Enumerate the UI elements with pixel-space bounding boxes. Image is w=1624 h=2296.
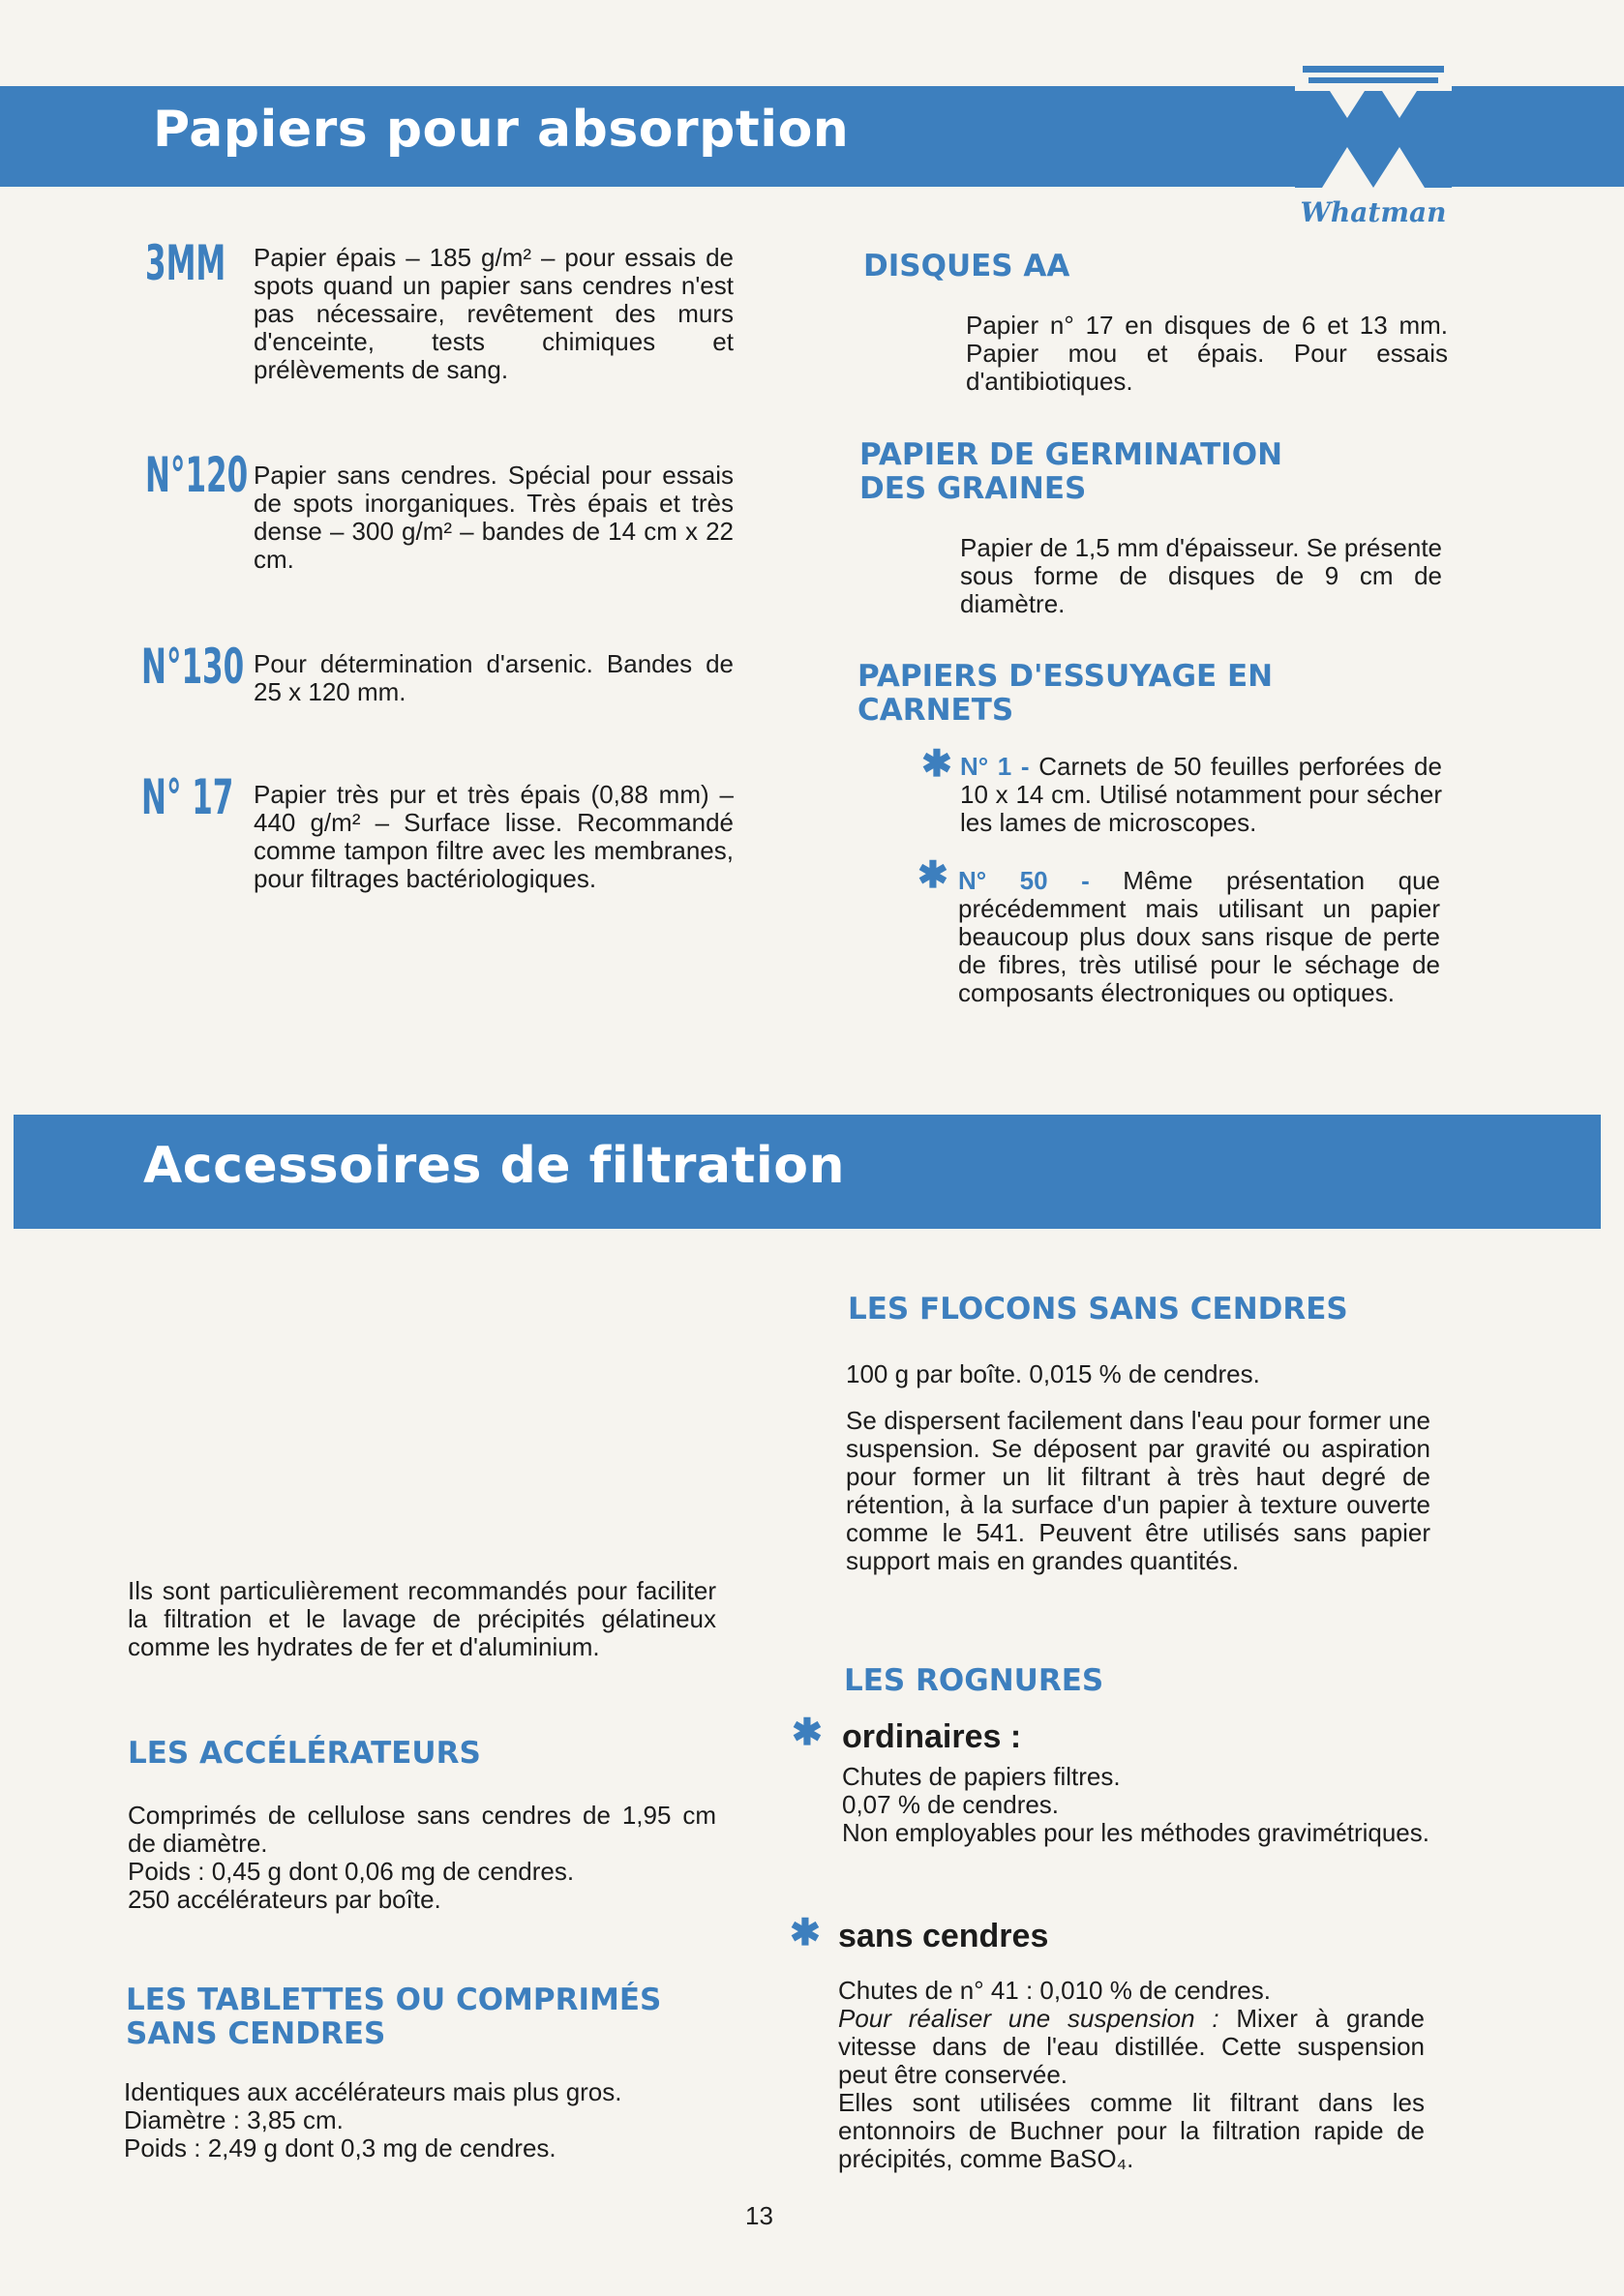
text-tablettes xyxy=(124,2078,716,2162)
heading-disques-aa: DISQUES AA xyxy=(863,249,1070,283)
essuyage-item-n1 xyxy=(960,753,1442,837)
heading-tablettes: LES TABLETTES OU COMPRIMÉS SANS CENDRES xyxy=(126,1983,662,2051)
sans-cendres-para xyxy=(838,2005,1425,2089)
rognures-sans-cendres-title: sans cendres xyxy=(838,1918,1049,1954)
product-desc-n120: Papier sans cendres. Spécial pour essais de spots inorganiques. Très épais et très dense – 300 g/m² – bandes de 14 cm x 22 cm. xyxy=(254,461,734,574)
ordinaires-line: Non employables pour les méthodes gravimétriques. xyxy=(842,1818,1429,1847)
product-desc-n17: Papier très pur et très épais (0,88 mm) – 440 g/m² – Surface lisse. Recommandé comme tampon filtre avec les membranes, pour filtrages bactériologiques. xyxy=(254,780,734,893)
product-code-n17: N° 17 xyxy=(141,769,234,825)
section-title-absorption: Papiers pour absorption xyxy=(153,101,850,159)
essuyage-text-n50: Même présentation que précédemment mais utilisant un papier beaucoup plus doux sans risque de perte de fibres, très utilisé pour le séchage de composants électroniques ou optiques. xyxy=(958,866,1441,1007)
essuyage-label-n50: N° 50 - xyxy=(958,866,1090,895)
whatman-logo-icon xyxy=(1295,64,1452,190)
sans-cendres-italic: Pour réaliser une suspension : xyxy=(838,2004,1219,2033)
text-germination: Papier de 1,5 mm d'épaisseur. Se présente sous forme de disques de 9 cm de diamètre. xyxy=(960,533,1442,618)
flocons-line1: 100 g par boîte. 0,015 % de cendres. xyxy=(846,1359,1260,1388)
ordinaires-line: 0,07 % de cendres. xyxy=(842,1790,1060,1819)
page-number: 13 xyxy=(745,2201,773,2230)
tablettes-line: Identiques aux accélérateurs mais plus gros. xyxy=(124,2077,622,2106)
tablettes-line: Diamètre : 3,85 cm. xyxy=(124,2105,344,2134)
accelerateurs-line: 250 accélérateurs par boîte. xyxy=(128,1885,441,1914)
bullet-star-icon: ✱ xyxy=(921,744,952,785)
sans-cendres-rest: Mixer à grande vitesse dans de l'eau distillée. Cette suspension peut être conservée. xyxy=(838,2004,1425,2089)
bullet-star-icon: ✱ xyxy=(917,855,948,896)
sans-cendres-last: Elles sont utilisées comme lit filtrant dans les entonnoirs de Buchner pour la filtration rapide de précipités, comme BaSO₄. xyxy=(838,2088,1425,2173)
text-rognures-ordinaires xyxy=(842,1763,1432,1847)
product-code-3mm: 3MM xyxy=(145,235,226,291)
essuyage-label-n1: N° 1 - xyxy=(960,752,1030,781)
bullet-star-icon: ✱ xyxy=(790,1913,821,1953)
ordinaires-line: Chutes de papiers filtres. xyxy=(842,1762,1121,1791)
product-code-n120: N°120 xyxy=(145,447,249,503)
intro-accessoires: Ils sont particulièrement recommandés pour faciliter la filtration et le lavage de précipités gélatineux comme les hydrates de fer et d'aluminium. xyxy=(128,1576,716,1661)
sans-cendres-line1: Chutes de n° 41 : 0,010 % de cendres. xyxy=(838,1976,1271,2005)
heading-germination: PAPIER DE GERMINATION DES GRAINES xyxy=(859,437,1283,506)
accelerateurs-line: Comprimés de cellulose sans cendres de 1,95 cm de diamètre. xyxy=(128,1801,716,1858)
accelerateurs-line: Poids : 0,45 g dont 0,06 mg de cendres. xyxy=(128,1857,575,1886)
flocons-para: Se dispersent facilement dans l'eau pour former une suspension. Se déposent par gravité ou aspiration pour former un lit filtrant à très haut degré de rétention, à la surface d'un papier à texture ouverte comme le 541. Peuvent être utilisés sans papier support mais en grandes quantités. xyxy=(846,1406,1430,1575)
product-desc-3mm: Papier épais – 185 g/m² – pour essais de spots quand un papier sans cendres n'est pas nécessaire, revêtement des murs d'enceinte, tests chimiques et prélèvements de sang. xyxy=(254,243,734,384)
bullet-star-icon: ✱ xyxy=(792,1713,823,1753)
product-desc-n130: Pour détermination d'arsenic. Bandes de 25 x 120 mm. xyxy=(254,649,734,706)
heading-flocons: LES FLOCONS SANS CENDRES xyxy=(848,1292,1348,1327)
heading-essuyage: PAPIERS D'ESSUYAGE EN CARNETS xyxy=(857,659,1274,728)
brand-name: Whatman xyxy=(1300,196,1447,228)
essuyage-text-n1: Carnets de 50 feuilles perforées de 10 x 14 cm. Utilisé notamment pour sécher les lames de microscopes. xyxy=(960,752,1442,837)
tablettes-line: Poids : 2,49 g dont 0,3 mg de cendres. xyxy=(124,2133,556,2162)
heading-accelerateurs: LES ACCÉLÉRATEURS xyxy=(128,1736,481,1771)
product-code-n130: N°130 xyxy=(141,639,245,695)
section-title-accessoires: Accessoires de filtration xyxy=(143,1137,845,1195)
text-rognures-sans-cendres xyxy=(838,1977,1425,2173)
heading-rognures: LES ROGNURES xyxy=(844,1663,1104,1698)
rognures-ordinaires-title: ordinaires : xyxy=(842,1718,1022,1755)
text-accelerateurs xyxy=(128,1802,716,1914)
essuyage-item-n50 xyxy=(958,867,1440,1007)
text-disques-aa: Papier n° 17 en disques de 6 et 13 mm. Papier mou et épais. Pour essais d'antibiotiques. xyxy=(966,311,1448,396)
whatman-logo-svg xyxy=(1295,64,1452,190)
